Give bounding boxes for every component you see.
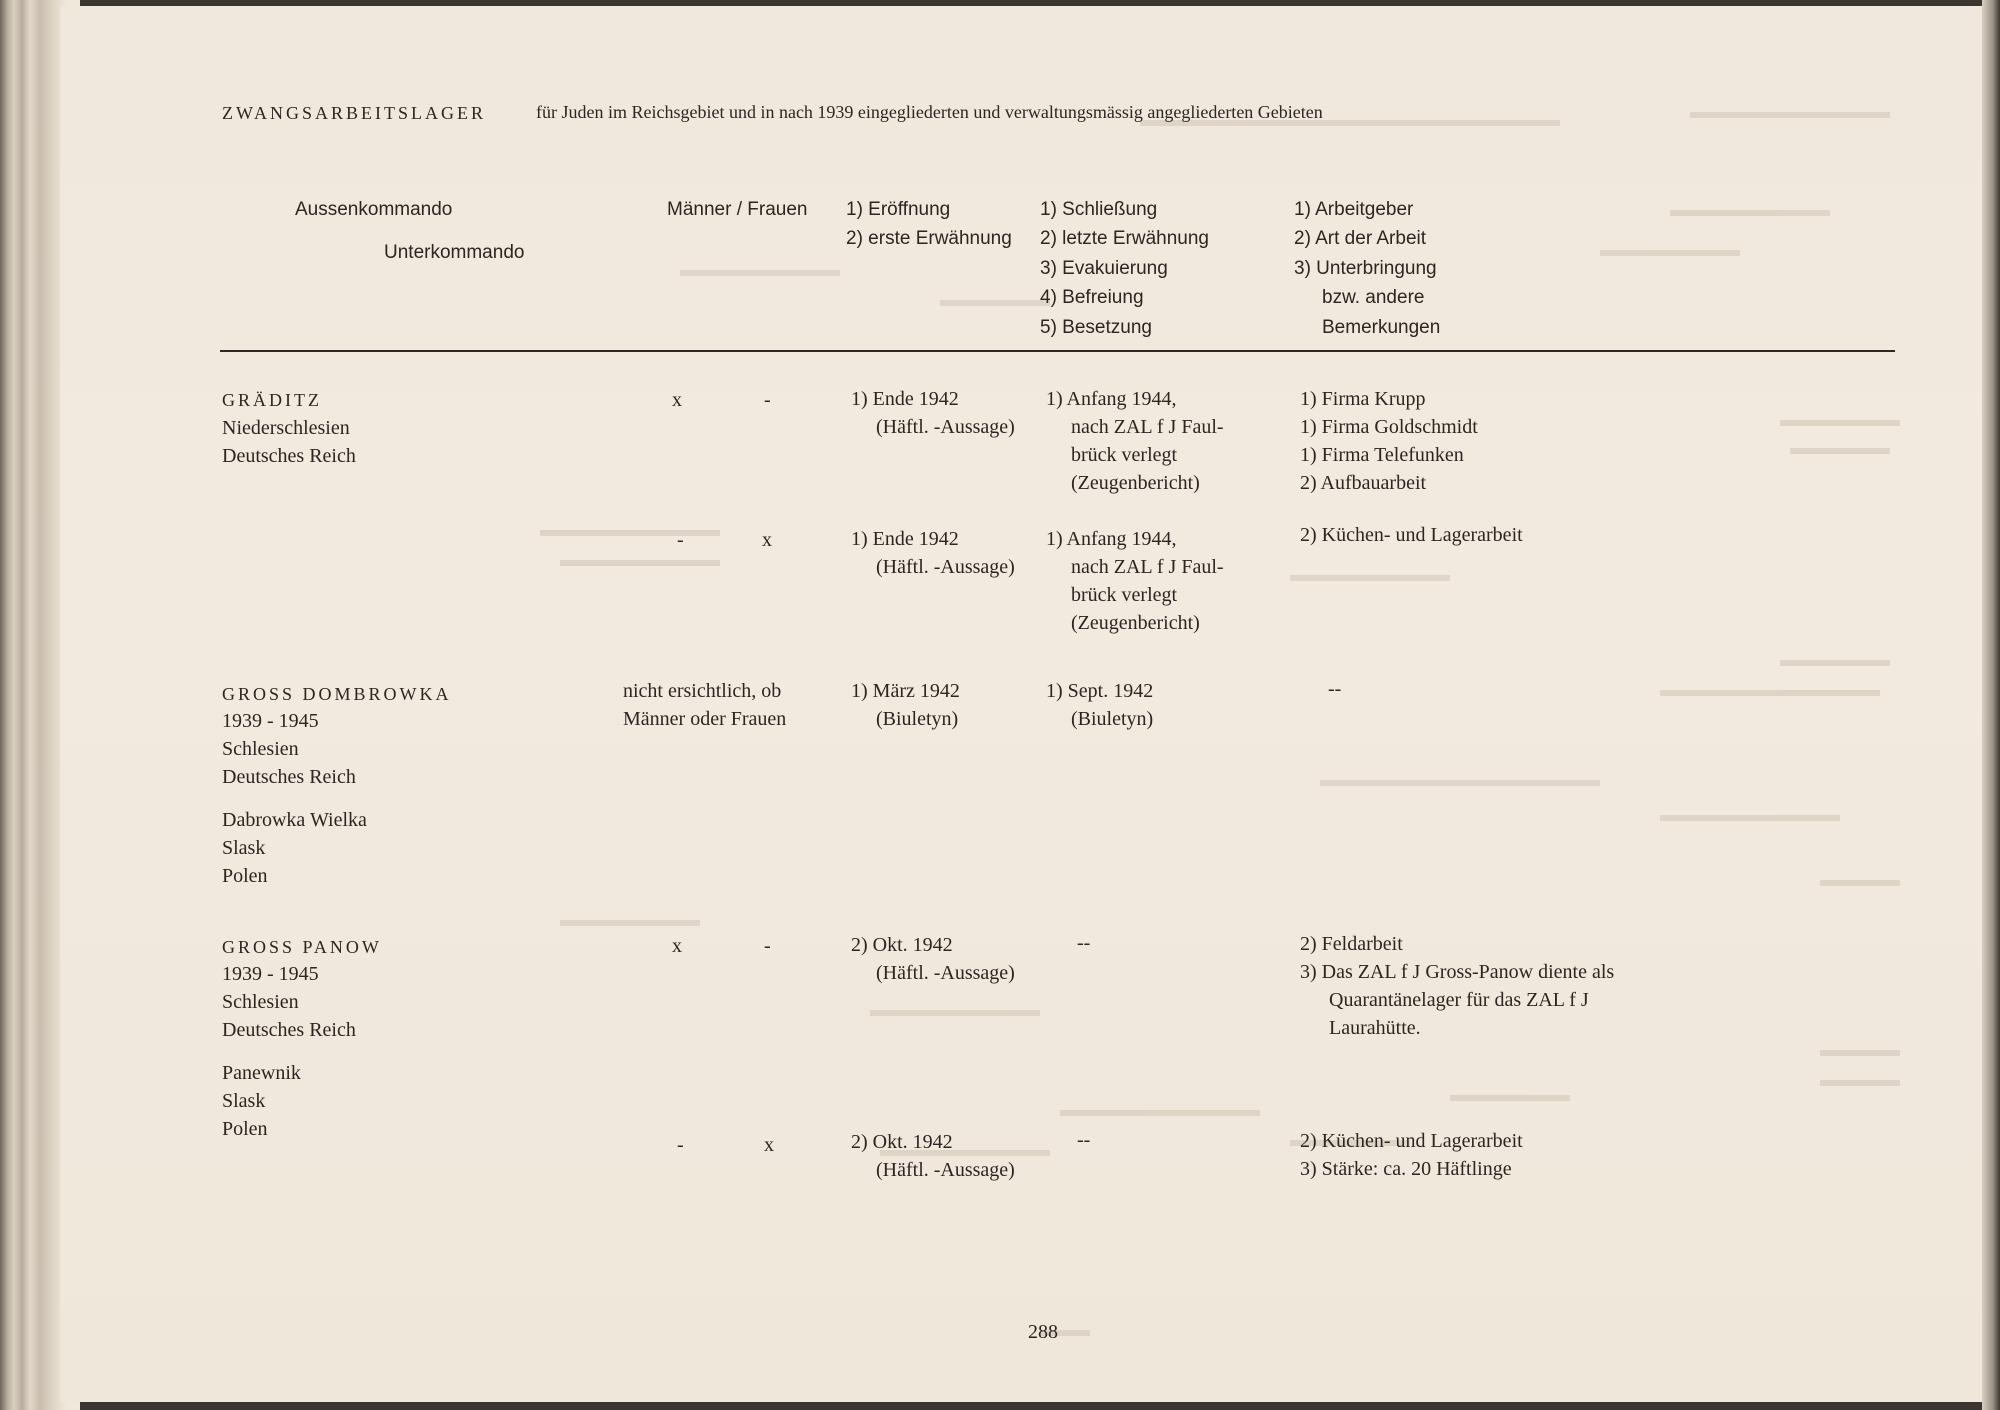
entry-gross-panow-sub-2: Slask [222, 1090, 266, 1112]
gross-dombrowka-mf-1: nicht ersichtlich, ob [623, 680, 782, 702]
gross-dombrowka-closing-2: (Biuletyn) [1071, 708, 1154, 730]
entry-gross-dombrowka-sub-3: Polen [222, 865, 268, 887]
header-closing-1: 1) Schließung [1040, 199, 1158, 220]
graeditz-men-m: x [672, 389, 682, 411]
entry-gross-dombrowka-country: Deutsches Reich [222, 766, 356, 788]
header-employer-1: 1) Arbeitgeber [1294, 199, 1414, 220]
entry-gross-dombrowka-sub-2: Slask [222, 837, 266, 859]
page-title: für Juden im Reichsgebiet und in nach 1939 eingegliederten und verwaltungsmässig angegliederten Gebieten [536, 102, 1323, 122]
header-employer-3: 3) Unterbringung [1294, 258, 1437, 279]
entry-gross-dombrowka-region: Schlesien [222, 738, 299, 760]
gross-panow-men-opening-2: (Häftl. -Aussage) [876, 962, 1015, 984]
header-employer-2: 2) Art der Arbeit [1294, 228, 1427, 249]
graeditz-men-employer-3: 1) Firma Telefunken [1300, 444, 1464, 466]
gross-dombrowka-opening-2: (Biuletyn) [876, 708, 959, 730]
graeditz-men-employer-1: 1) Firma Krupp [1300, 388, 1426, 410]
gross-panow-men-opening-1: 2) Okt. 1942 [851, 934, 953, 956]
graeditz-women-employer-1: 2) Küchen- und Lagerarbeit [1300, 524, 1523, 546]
header-opening-2: 2) erste Erwähnung [846, 228, 1012, 249]
graeditz-men-closing-1: 1) Anfang 1944, [1046, 388, 1177, 410]
page-title-lead: ZWANGSARBEITSLAGER [222, 103, 486, 123]
entry-gross-dombrowka-sub-1: Dabrowka Wielka [222, 809, 367, 831]
graeditz-women-opening-2: (Häftl. -Aussage) [876, 556, 1015, 578]
graeditz-men-employer-4: 2) Aufbauarbeit [1300, 472, 1427, 494]
gross-panow-women-m: - [677, 1134, 684, 1156]
gross-panow-women-opening-1: 2) Okt. 1942 [851, 1131, 953, 1153]
graeditz-men-f: - [764, 389, 771, 411]
entry-gross-dombrowka-name: GROSS DOMBROWKA [222, 684, 452, 704]
graeditz-men-closing-2: nach ZAL f J Faul- [1071, 416, 1224, 438]
gross-panow-women-opening-2: (Häftl. -Aussage) [876, 1159, 1015, 1181]
graeditz-men-opening-2: (Häftl. -Aussage) [876, 416, 1015, 438]
entry-graeditz-region: Niederschlesien [222, 417, 350, 439]
header-divider [220, 350, 1895, 352]
gross-panow-women-f: x [764, 1134, 774, 1156]
gross-panow-men-closing: -- [1077, 932, 1091, 954]
gross-panow-men-employer-3: Quarantänelager für das ZAL f J [1329, 989, 1589, 1011]
gross-panow-women-employer-2: 3) Stärke: ca. 20 Häftlinge [1300, 1158, 1512, 1180]
gross-dombrowka-mf-2: Männer oder Frauen [623, 708, 787, 730]
gross-panow-men-employer-4: Laurahütte. [1329, 1017, 1421, 1039]
graeditz-women-closing-3: brück verlegt [1071, 584, 1178, 606]
gross-panow-men-employer-2: 3) Das ZAL f J Gross-Panow diente als [1300, 961, 1615, 983]
header-closing-2: 2) letzte Erwähnung [1040, 228, 1209, 249]
entry-gross-panow-sub-1: Panewnik [222, 1062, 301, 1084]
header-maenner-frauen: Männer / Frauen [667, 199, 808, 220]
header-employer-5: Bemerkungen [1322, 317, 1441, 338]
gross-panow-women-closing: -- [1077, 1129, 1091, 1151]
graeditz-women-closing-2: nach ZAL f J Faul- [1071, 556, 1224, 578]
gross-panow-men-f: - [764, 935, 771, 957]
graeditz-women-closing-4: (Zeugenbericht) [1071, 612, 1200, 634]
header-unterkommando: Unterkommando [384, 242, 525, 263]
gross-dombrowka-employer: -- [1328, 678, 1342, 700]
entry-gross-panow-region: Schlesien [222, 991, 299, 1013]
header-closing-5: 5) Besetzung [1040, 317, 1152, 338]
header-opening-1: 1) Eröffnung [846, 199, 951, 220]
graeditz-women-closing-1: 1) Anfang 1944, [1046, 528, 1177, 550]
page-number: 288 [1028, 1321, 1058, 1343]
graeditz-men-closing-3: brück verlegt [1071, 444, 1178, 466]
entry-gross-panow-name: GROSS PANOW [222, 937, 382, 957]
header-aussenkommando: Aussenkommando [295, 199, 453, 220]
entry-gross-dombrowka-years: 1939 - 1945 [222, 710, 319, 732]
graeditz-men-opening-1: 1) Ende 1942 [851, 388, 959, 410]
header-closing-3: 3) Evakuierung [1040, 258, 1168, 279]
gross-dombrowka-opening-1: 1) März 1942 [851, 680, 960, 702]
header-closing-4: 4) Befreiung [1040, 287, 1144, 308]
gross-panow-men-m: x [672, 935, 682, 957]
entry-graeditz-name: GRÄDITZ [222, 390, 322, 410]
graeditz-women-opening-1: 1) Ende 1942 [851, 528, 959, 550]
entry-gross-panow-sub-3: Polen [222, 1118, 268, 1140]
entry-graeditz-country: Deutsches Reich [222, 445, 356, 467]
graeditz-women-f: x [762, 529, 772, 551]
entry-gross-panow-country: Deutsches Reich [222, 1019, 356, 1041]
graeditz-men-employer-2: 1) Firma Goldschmidt [1300, 416, 1478, 438]
header-employer-4: bzw. andere [1322, 287, 1425, 308]
gross-panow-men-employer-1: 2) Feldarbeit [1300, 933, 1403, 955]
gross-dombrowka-closing-1: 1) Sept. 1942 [1046, 680, 1154, 702]
graeditz-women-m: - [677, 529, 684, 551]
entry-gross-panow-years: 1939 - 1945 [222, 963, 319, 985]
gross-panow-women-employer-1: 2) Küchen- und Lagerarbeit [1300, 1130, 1523, 1152]
graeditz-men-closing-4: (Zeugenbericht) [1071, 472, 1200, 494]
